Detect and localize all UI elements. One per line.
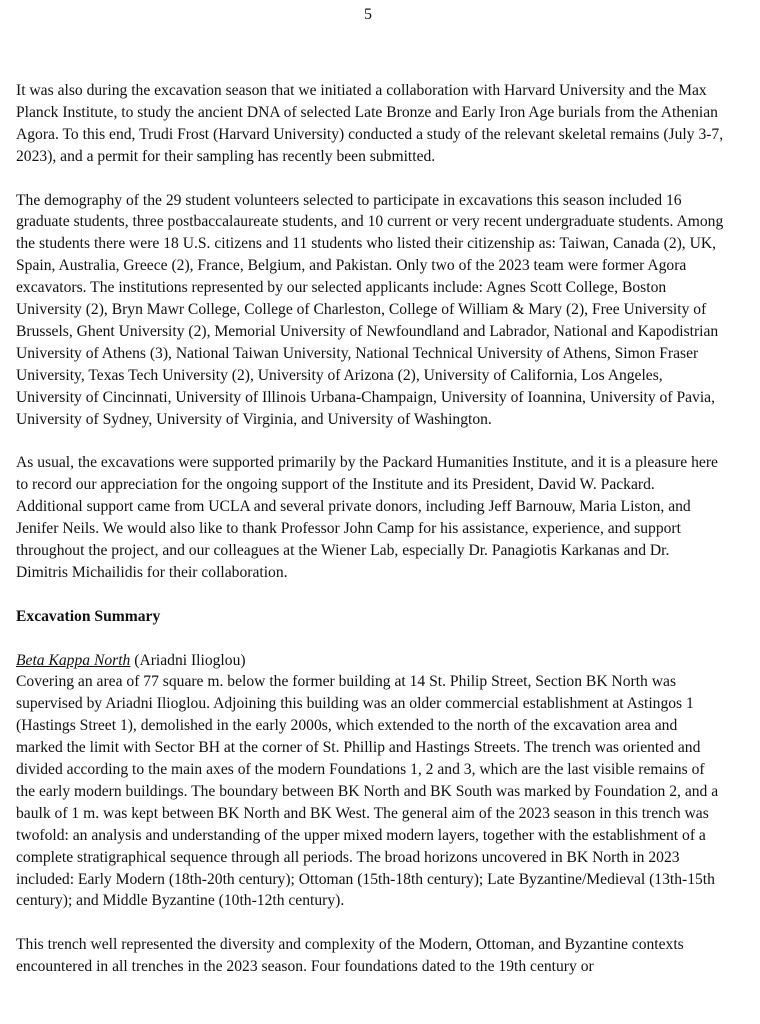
paragraph-dna-collaboration: It was also during the excavation season that we initiated a collaboration with Harvard University and the Max Planck Institute, to study the ancient DNA of selected Late Bronze and Early Iron Age burials from the Athenian Agora. To this end, Trudi Frost (Harvard University) conducted a study of the relevant skeletal remains (July 3-7, 2023), and a permit for their sampling has recently been submitted. [16, 82, 724, 165]
subsection-supervisor: (Ariadni Ilioglou) [130, 651, 246, 669]
paragraph-acknowledgements: As usual, the excavations were supported primarily by the Packard Humanities Institute, and it is a pleasure here to record our appreciation for the ongoing support of the Institute and its President, David W. Packard. Additional support came from UCLA and several private donors, including Jeff Barnouw, Maria Liston, and Jenifer Neils. We would also like to thank Professor John Camp for his assistance, experience, and support throughout the project, and our colleagues at the Wiener Lab, especially Dr. Panagiotis Karkanas and Dr. Dimitris Michailidis for their collaboration. [16, 454, 718, 581]
paragraph-student-demography: The demography of the 29 student volunteers selected to participate in excavations this season included 16 graduate students, three postbaccalaureate students, and 10 current or very recent undergraduate students. Among the students there were 18 U.S. citizens and 11 students who listed their citizenship as: Taiwan, Canada (2), UK, Spain, Australia, Greece (2), France, Belgium, and Pakistan. Only two of the 2023 team were former Agora excavators. The institutions represented by our selected applicants include: Agnes Scott College, Boston University (2), Bryn Mawr College, College of Charleston, College of William & Mary (2), Free University of Brussels, Ghent University (2), Memorial University of Newfoundland and Labrador, National and Kapodistrian University of Athens (3), National Taiwan University, National Technical University of Athens, Simon Fraser University, Texas Tech University (2), University of Arizona (2), University of California, Los Angeles, University of Cincinnati, University of Illinois Urbana-Champaign, University of Ioannina, University of Pavia, University of Sydney, University of Virginia, and University of Washington. [16, 191, 724, 428]
document-body [16, 80, 724, 1000]
paragraph-bk-north-description: Covering an area of 77 square m. below the former building at 14 St. Philip Street, Section BK North was supervised by Ariadni Ilioglou. Adjoining this building was an older commercial establishment at Astingos 1 (Hastings Street 1), demolished in the early 2000s, which extended to the north of the excavation area and marked the limit with Sector BH at the corner of St. Phillip and Hastings Streets. The trench was oriented and divided according to the main axes of the modern Foundations 1, 2 and 3, which are the last visible remains of the early modern buildings. The boundary between BK North and BK South was marked by Foundation 2, and a baulk of 1 m. was kept between BK North and BK West. The general aim of the 2023 season in this trench was twofold: an analysis and understanding of the upper mixed modern layers, together with the establishment of a complete stratigraphical sequence through all periods. The broad horizons uncovered in BK North in 2023 included: Early Modern (18th-20th century); Ottoman (15th-18th century); Late Byzantine/Medieval (13th-15th century); and Middle Byzantine (10th-12th century). [16, 673, 719, 910]
paragraph-trench-diversity: This trench well represented the diversity and complexity of the Modern, Ottoman, and Byzantine contexts encountered in all trenches in the 2023 season. Four foundations dated to the 19th century or [16, 936, 684, 976]
page-number: 5 [364, 6, 372, 23]
subsection-title: Beta Kappa North [16, 651, 131, 669]
subsection-beta-kappa-north [16, 650, 724, 913]
subsection-title-line [16, 650, 724, 672]
section-heading-excavation-summary: Excavation Summary [16, 607, 161, 625]
